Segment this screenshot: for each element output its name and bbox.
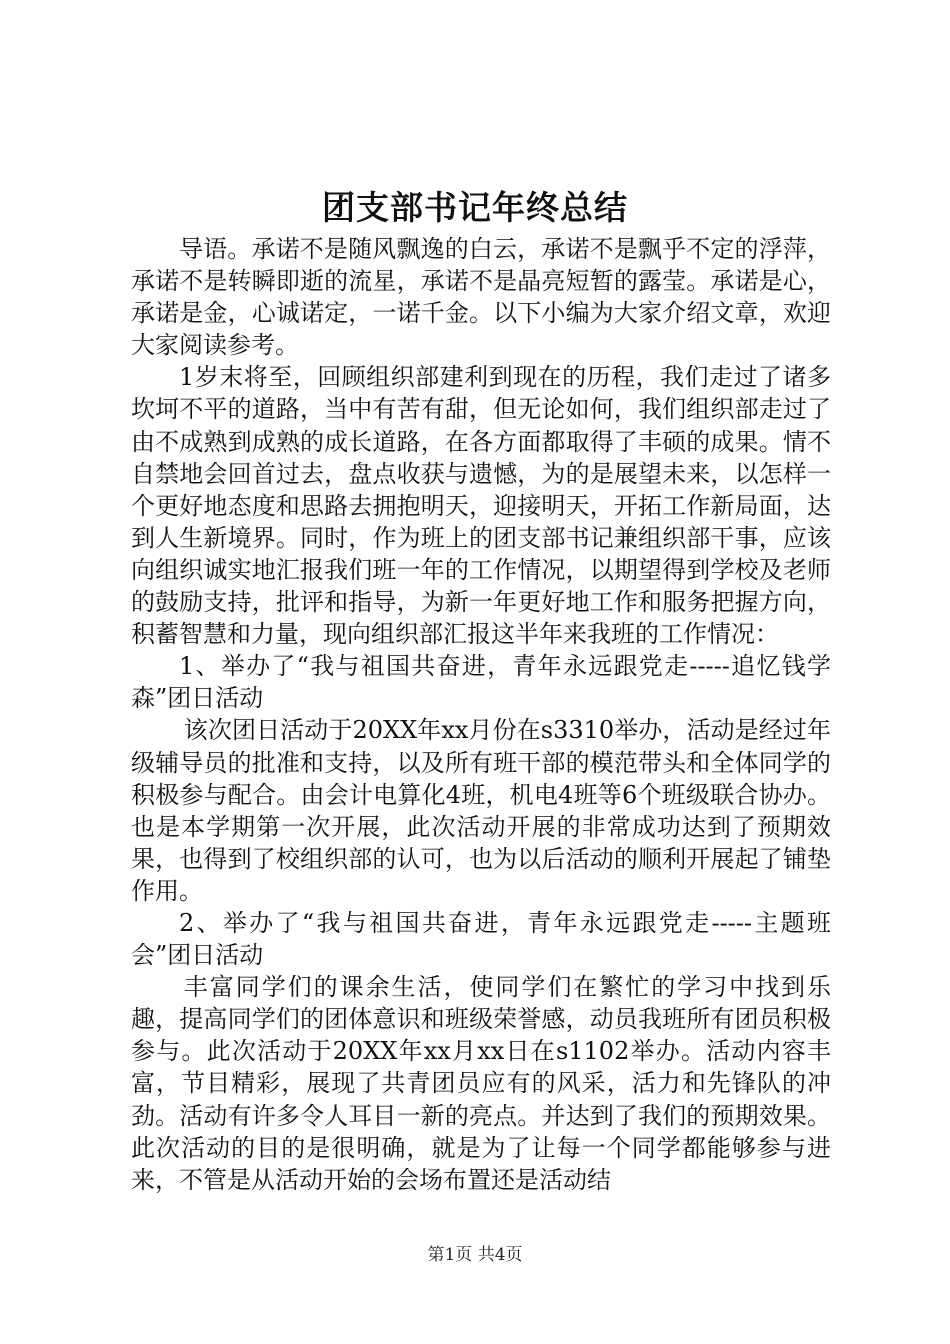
document-body <box>131 233 831 1196</box>
heading-activity-1: 1、举办了“我与祖国共奋进，青年永远跟党走-----追忆钱学森”团日活动 <box>131 652 831 713</box>
paragraph-overview: 1岁末将至，回顾组织部建利到现在的历程，我们走过了诸多坎坷不平的道路，当中有苦有甜，但无论如何，我们组织部走过了由不成熟到成熟的成长道路，在各方面都取得了丰硕的成果。情不自禁地会回首过去，盘点收获与遗憾，为的是展望未来，以怎样一个更好地态度和思路去拥抱明天，迎接明天，开拓工作新局面，达到人生新境界。同时，作为班上的团支部书记兼组织部干事，应该向组织诚实地汇报我们班一年的工作情况，以期望得到学校及老师的鼓励支持，批评和指导，为新一年更好地工作和服务把握方向，积蓄智慧和力量，现向组织部汇报这半年来我班的工作情况： <box>131 363 831 649</box>
paragraph-activity-1: 该次团日活动于20XX年xx月份在s3310举办，活动是经过年级辅导员的批准和支持，以及所有班干部的模范带头和全体同学的积极参与配合。由会计电算化4班，机电4班等6个班级联合协办。也是本学期第一次开展，此次活动开展的非常成功达到了预期效果，也得到了校组织部的认可，也为以后活动的顺利开展起了铺垫作用。 <box>131 716 831 905</box>
page-number-footer: 第1页 共4页 <box>427 1245 523 1265</box>
paragraph-activity-2: 丰富同学们的课余生活，使同学们在繁忙的学习中找到乐趣，提高同学们的团体意识和班级荣誉感，动员我班所有团员积极参与。此次活动于20XX年xx月xx日在s1102举办。活动内容丰富，节目精彩，展现了共青团员应有的风采，活力和先锋队的冲劲。活动有许多令人耳目一新的亮点。并达到了我们的预期效果。此次活动的目的是很明确，就是为了让每一个同学都能够参与进来，不管是从活动开始的会场布置还是活动结 <box>131 973 831 1194</box>
heading-activity-2: 2、举办了“我与祖国共奋进，青年永远跟党走-----主题班会”团日活动 <box>131 908 831 970</box>
paragraph-intro: 导语。承诺不是随风飘逸的白云，承诺不是飘乎不定的浮萍，承诺不是转瞬即逝的流星，承诺不是晶亮短暂的露莹。承诺是心，承诺是金，心诚诺定，一诺千金。以下小编为大家介绍文章，欢迎大家阅读参考。 <box>131 235 831 360</box>
document-title: 团支部书记年终总结 <box>322 188 628 227</box>
